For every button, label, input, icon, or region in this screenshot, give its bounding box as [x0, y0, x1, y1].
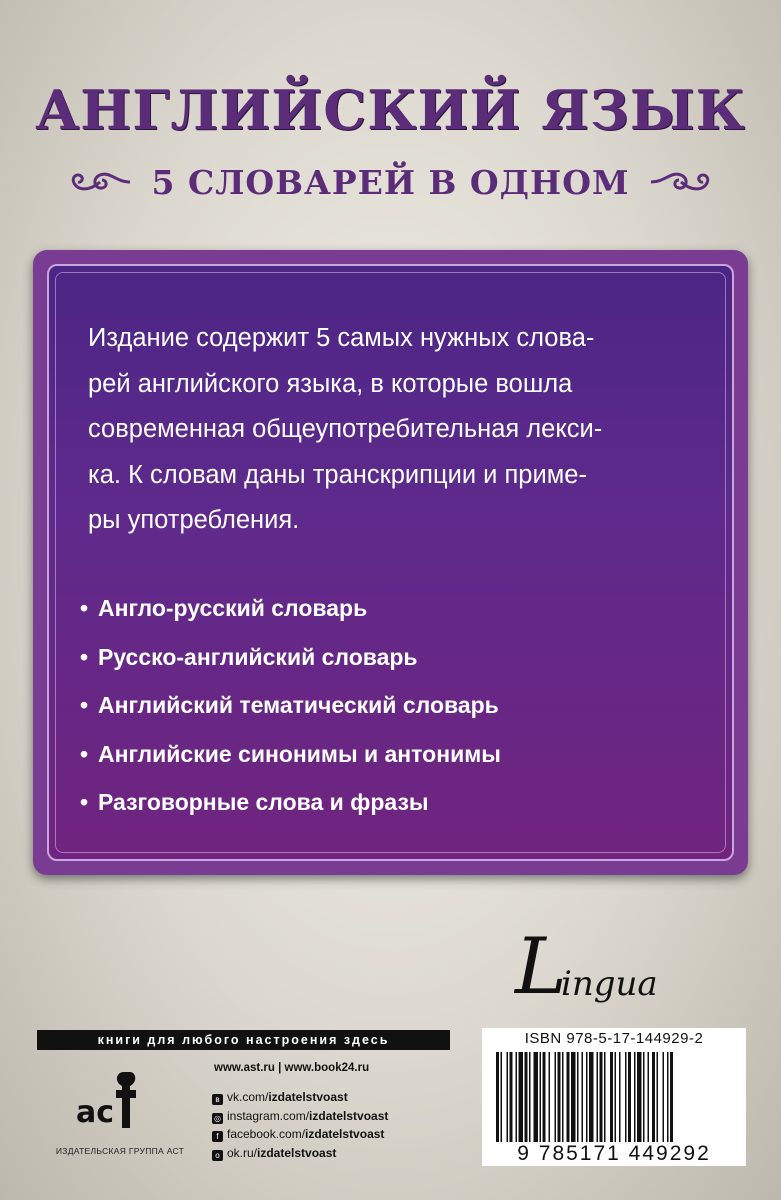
social-prefix: facebook.com/ — [227, 1127, 306, 1141]
isbn-text: ISBN 978-5-17-144929-2 — [524, 1030, 704, 1047]
publisher-name: ИЗДАТЕЛЬСКАЯ ГРУППА АСТ — [55, 1146, 185, 1156]
barcode-bar — [549, 1052, 551, 1142]
barcode-bar — [540, 1052, 542, 1142]
lingua-logo — [515, 922, 665, 1022]
list-item — [80, 736, 720, 785]
ok-icon: o — [212, 1150, 223, 1161]
lingua-logo-rest: ingua — [561, 964, 658, 1004]
barcode-bar — [558, 1052, 561, 1142]
list-item — [80, 590, 720, 639]
barcode-bar — [637, 1052, 642, 1142]
barcode-bar — [529, 1052, 531, 1142]
list-item-label: Русско-английский словарь — [98, 643, 418, 670]
barcode-bar — [501, 1052, 503, 1142]
description-line: ка. К словам даны транскрипции и приме- — [88, 460, 587, 489]
barcode-bar — [525, 1052, 528, 1142]
social-link-instagram[interactable] — [212, 1107, 388, 1126]
dictionary-list — [80, 590, 720, 833]
vk-icon: в — [212, 1094, 223, 1105]
social-handle: izdatelstvoast — [268, 1090, 348, 1104]
bullet-dot: • — [80, 595, 89, 621]
barcode-bar — [589, 1052, 594, 1142]
ast-logo-text: ac — [76, 1095, 115, 1130]
barcode-bar — [615, 1052, 617, 1142]
list-item-label: Разговорные слова и фразы — [98, 789, 429, 815]
social-handle: izdatelstvoast — [309, 1108, 389, 1123]
barcode-bar — [577, 1052, 579, 1142]
social-prefix: ok.ru/ — [227, 1145, 258, 1160]
list-item-label: Английские синонимы и антонимы — [98, 740, 501, 767]
barcode-box — [482, 1028, 746, 1166]
subtitle-row — [0, 160, 781, 204]
barcode-bar — [670, 1052, 673, 1142]
list-item — [80, 687, 720, 736]
ast-logo-icon — [72, 1066, 162, 1134]
barcode-bar — [657, 1052, 659, 1142]
bullet-dot: • — [80, 740, 89, 767]
barcode-bar — [562, 1052, 564, 1142]
barcode-bar — [510, 1052, 513, 1142]
barcode-bar — [543, 1052, 546, 1142]
barcode-digits: 9 785171 449292 — [517, 1142, 711, 1165]
barcode-bar — [634, 1052, 636, 1142]
description-line: рей английского языка, в которые вошла — [88, 369, 573, 398]
barcode-bar — [628, 1052, 631, 1142]
list-item — [80, 784, 720, 833]
book-subtitle: 5 СЛОВАРЕЙ В ОДНОМ — [151, 162, 630, 202]
barcode-bar — [519, 1052, 524, 1142]
description-text — [88, 316, 698, 544]
barcode-bar — [534, 1052, 539, 1142]
social-handle: izdatelstvoast — [257, 1145, 337, 1160]
bullet-dot: • — [80, 789, 89, 815]
barcode-bar — [567, 1052, 570, 1142]
social-prefix: vk.com/ — [227, 1090, 269, 1104]
social-link-vk[interactable] — [212, 1088, 388, 1107]
description-line: ры употребления. — [88, 506, 300, 534]
tagline-bar: книги для любого настроения здесь — [37, 1030, 450, 1050]
barcode-bar — [582, 1052, 584, 1142]
barcode-bar — [496, 1052, 499, 1142]
social-prefix: instagram.com/ — [227, 1108, 310, 1123]
description-line: современная общеупотребительная лекси- — [88, 415, 603, 443]
barcode-bar — [507, 1052, 509, 1142]
social-link-ok[interactable] — [212, 1144, 388, 1163]
list-item-label: Англо-русский словарь — [98, 595, 368, 621]
barcode-bar — [663, 1052, 665, 1142]
bullet-dot: • — [80, 643, 89, 670]
barcode-bar — [619, 1052, 621, 1142]
social-links — [212, 1088, 388, 1162]
barcode-bar — [586, 1052, 588, 1142]
barcode-bar — [625, 1052, 627, 1142]
list-item-label: Английский тематический словарь — [98, 692, 499, 718]
right-ornament-icon — [647, 165, 717, 199]
book-title: АНГЛИЙСКИЙ ЯЗЫК — [35, 78, 746, 142]
barcode-bar — [555, 1052, 557, 1142]
instagram-icon: ◎ — [212, 1113, 223, 1124]
barcode-bar — [652, 1052, 655, 1142]
barcode-bar — [643, 1052, 645, 1142]
list-item — [80, 639, 720, 688]
barcode-bar — [600, 1052, 603, 1142]
barcode-bar — [604, 1052, 606, 1142]
facebook-icon: f — [212, 1131, 223, 1142]
barcode-bar — [571, 1052, 576, 1142]
barcode-bar — [648, 1052, 650, 1142]
lingua-logo-initial: L — [515, 922, 567, 1012]
left-ornament-icon — [64, 165, 134, 199]
social-link-facebook[interactable] — [212, 1125, 388, 1144]
social-handle: izdatelstvoast — [305, 1127, 385, 1141]
barcode-bar — [667, 1052, 669, 1142]
bullet-dot: • — [80, 692, 89, 718]
barcode-bar — [597, 1052, 599, 1142]
website-links[interactable]: www.ast.ru | www.book24.ru — [214, 1062, 370, 1074]
description-line: Издание содержит 5 самых нужных слова- — [88, 324, 595, 352]
barcode-bar — [610, 1052, 613, 1142]
barcode-bar — [516, 1052, 518, 1142]
